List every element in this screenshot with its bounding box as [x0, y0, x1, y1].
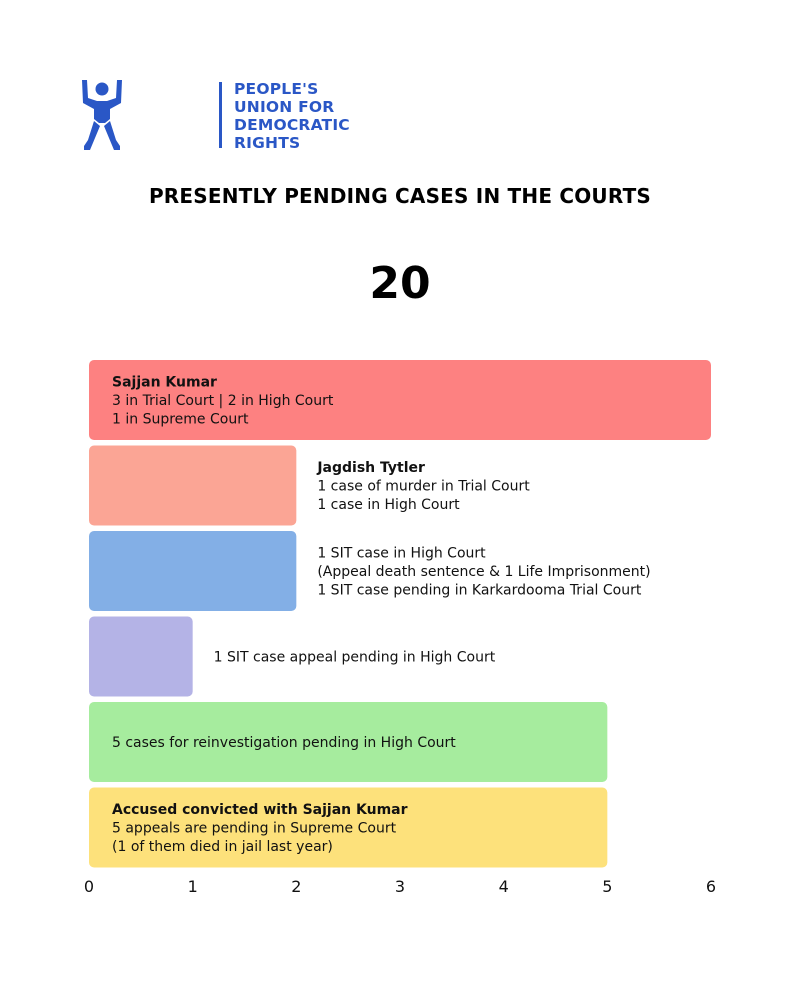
org-name-line: PEOPLE'S [234, 80, 319, 98]
total-cases-count: 20 [369, 258, 431, 309]
bar [89, 446, 296, 526]
bar-detail-label: 5 cases for reinvestigation pending in High Court [112, 735, 456, 751]
x-tick-label: 4 [498, 877, 509, 896]
org-name-line: RIGHTS [234, 134, 301, 152]
bar-detail-label: 1 case in High Court [317, 497, 460, 513]
bar-detail-label: (1 of them died in jail last year) [112, 839, 333, 855]
x-tick-label: 3 [394, 877, 406, 896]
x-tick-label: 5 [602, 877, 613, 896]
org-name-line: UNION FOR [234, 98, 335, 116]
bar-detail-label: 5 appeals are pending in Supreme Court [112, 820, 397, 837]
bar-detail-label: 1 in Supreme Court [112, 411, 249, 428]
x-tick-label: 6 [705, 877, 717, 896]
bar-detail-label: 3 in Trial Court | 2 in High Court [112, 393, 334, 409]
page-title: PRESENTLY PENDING CASES IN THE COURTS [148, 184, 652, 208]
org-name-line: DEMOCRATIC [234, 116, 350, 134]
bar [89, 617, 193, 697]
x-tick-label: 0 [83, 877, 95, 896]
bar-detail-label: 1 SIT case in High Court [317, 545, 486, 562]
bar-heading-label: Sajjan Kumar [112, 374, 217, 391]
bar-detail-label: 1 case of murder in Trial Court [317, 478, 530, 495]
bar-heading-label: Jagdish Tytler [317, 460, 425, 476]
x-tick-label: 1 [187, 877, 198, 896]
bar-heading-label: Accused convicted with Sajjan Kumar [112, 802, 408, 818]
bar-detail-label: 1 SIT case appeal pending in High Court [213, 649, 496, 666]
bar-detail-label: (Appeal death sentence & 1 Life Imprisonment) [317, 564, 651, 580]
x-tick-label: 2 [291, 877, 302, 896]
bar-detail-label: 1 SIT case pending in Karkardooma Trial Court [317, 582, 642, 599]
bar [89, 531, 296, 611]
